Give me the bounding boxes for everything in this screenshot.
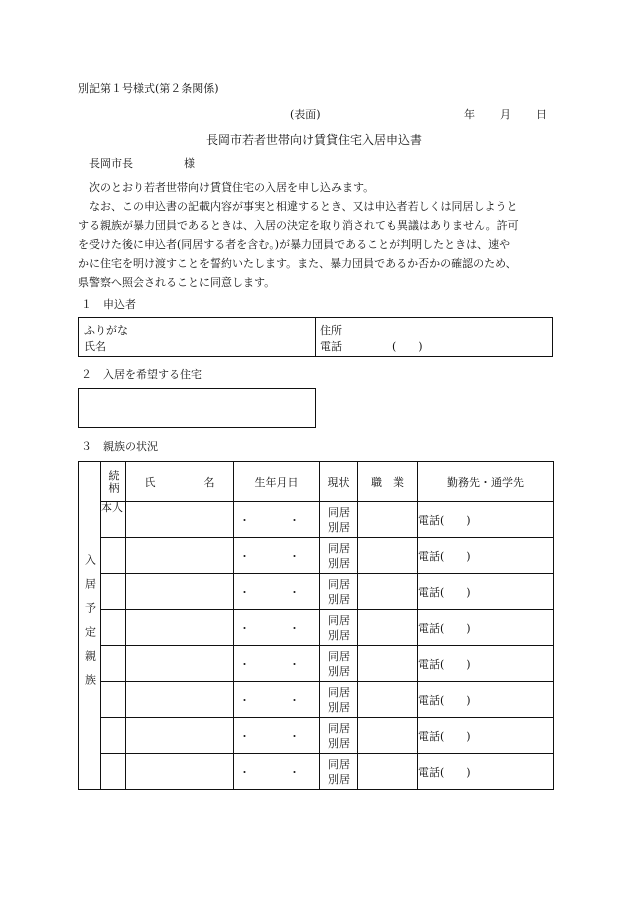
form-title: 長岡市若者世帯向け賃貸住宅入居申込書 bbox=[206, 133, 423, 147]
occupation-cell[interactable] bbox=[358, 682, 418, 718]
header-workplace: 勤務先・通学先 bbox=[418, 462, 554, 502]
desired-housing-box bbox=[78, 388, 316, 428]
birth-cell[interactable]: ・ ・ bbox=[234, 610, 320, 646]
notice-line: を受けた後に申込者(同居する者を含む。)が暴力団員であることが判明したときは、速や bbox=[78, 238, 511, 251]
birth-cell[interactable]: ・ ・ bbox=[234, 502, 320, 538]
name-cell[interactable] bbox=[126, 646, 234, 682]
status-cell[interactable]: 同居 別居 bbox=[320, 502, 358, 538]
workplace-cell[interactable]: 電話( ) bbox=[418, 682, 554, 718]
relation-cell[interactable] bbox=[101, 574, 126, 610]
phone-paren: ( ) bbox=[392, 340, 423, 353]
workplace-cell[interactable]: 電話( ) bbox=[418, 502, 554, 538]
date-year: 年 bbox=[464, 108, 475, 121]
table-row bbox=[79, 502, 554, 538]
header-occupation: 職 業 bbox=[358, 462, 418, 502]
applicant-box-divider bbox=[315, 317, 316, 357]
date-month: 月 bbox=[500, 108, 511, 121]
table-row bbox=[79, 646, 554, 682]
section2-heading: ２ 入居を希望する住宅 bbox=[81, 368, 202, 381]
workplace-cell[interactable]: 電話( ) bbox=[418, 538, 554, 574]
name-cell[interactable] bbox=[126, 682, 234, 718]
status-cell[interactable]: 同居 別居 bbox=[320, 574, 358, 610]
status-cell[interactable]: 同居 別居 bbox=[320, 718, 358, 754]
occupation-cell[interactable] bbox=[358, 502, 418, 538]
name-cell[interactable] bbox=[126, 610, 234, 646]
notice-line: かに住宅を明け渡すことを誓約いたします。また、暴力団員であるか否かの確認のため、 bbox=[78, 257, 517, 270]
status-cell[interactable]: 同居 別居 bbox=[320, 754, 358, 790]
occupation-cell[interactable] bbox=[358, 718, 418, 754]
name-cell[interactable] bbox=[126, 718, 234, 754]
family-table bbox=[78, 461, 554, 790]
family-table-header bbox=[79, 462, 554, 502]
name-cell[interactable] bbox=[126, 574, 234, 610]
status-cell[interactable]: 同居 別居 bbox=[320, 610, 358, 646]
status-cell[interactable]: 同居 別居 bbox=[320, 682, 358, 718]
status-cell[interactable]: 同居 別居 bbox=[320, 646, 358, 682]
phone-label: 電話 bbox=[320, 340, 342, 353]
form-id: 別記第１号様式(第２条関係) bbox=[78, 82, 219, 95]
notice-line: する親族が暴力団員であるときは、入居の決定を取り消されても異議はありません。許可 bbox=[78, 219, 519, 232]
section3-heading: ３ 親族の状況 bbox=[81, 440, 158, 453]
birth-cell[interactable]: ・ ・ bbox=[234, 646, 320, 682]
relation-cell[interactable] bbox=[101, 682, 126, 718]
notice-line: 県警察へ照会されることに同意します。 bbox=[78, 276, 276, 289]
occupation-cell[interactable] bbox=[358, 610, 418, 646]
birth-cell[interactable]: ・ ・ bbox=[234, 538, 320, 574]
birth-cell[interactable]: ・ ・ bbox=[234, 574, 320, 610]
relation-cell[interactable] bbox=[101, 646, 126, 682]
address-label: 住所 bbox=[320, 324, 342, 337]
workplace-cell[interactable]: 電話( ) bbox=[418, 646, 554, 682]
workplace-cell[interactable]: 電話( ) bbox=[418, 718, 554, 754]
occupation-cell[interactable] bbox=[358, 574, 418, 610]
header-relation: 続柄 bbox=[101, 462, 126, 502]
relation-cell[interactable]: 本人 bbox=[101, 502, 126, 538]
header-birthdate: 生年月日 bbox=[234, 462, 320, 502]
family-side-label: 入居予定親族 bbox=[83, 553, 97, 698]
table-row bbox=[79, 754, 554, 790]
status-cell[interactable]: 同居 別居 bbox=[320, 538, 358, 574]
relation-cell[interactable] bbox=[101, 718, 126, 754]
name-cell[interactable] bbox=[126, 502, 234, 538]
workplace-cell[interactable]: 電話( ) bbox=[418, 574, 554, 610]
table-row bbox=[79, 682, 554, 718]
addressee-honorific: 様 bbox=[184, 157, 195, 170]
occupation-cell[interactable] bbox=[358, 538, 418, 574]
relation-cell[interactable] bbox=[101, 538, 126, 574]
table-row bbox=[79, 610, 554, 646]
addressee-name: 長岡市長 bbox=[89, 157, 133, 170]
name-cell[interactable] bbox=[126, 754, 234, 790]
occupation-cell[interactable] bbox=[358, 646, 418, 682]
relation-cell[interactable] bbox=[101, 754, 126, 790]
name-label: 氏名 bbox=[84, 340, 106, 353]
workplace-cell[interactable]: 電話( ) bbox=[418, 754, 554, 790]
birth-cell[interactable]: ・ ・ bbox=[234, 682, 320, 718]
intro-text: 次のとおり若者世帯向け賃貸住宅の入居を申し込みます。 bbox=[89, 181, 375, 194]
workplace-cell[interactable]: 電話( ) bbox=[418, 610, 554, 646]
name-cell[interactable] bbox=[126, 538, 234, 574]
side-label: (表面) bbox=[290, 108, 321, 121]
header-status: 現状 bbox=[320, 462, 358, 502]
birth-cell[interactable]: ・ ・ bbox=[234, 754, 320, 790]
table-row bbox=[79, 538, 554, 574]
notice-line: なお、この申込書の記載内容が事実と相違するとき、又は申込者若しくは同居しようと bbox=[89, 200, 518, 213]
date-day: 日 bbox=[536, 108, 547, 121]
header-name: 氏 名 bbox=[126, 462, 234, 502]
furigana-label: ふりがな bbox=[84, 324, 128, 337]
occupation-cell[interactable] bbox=[358, 754, 418, 790]
family-side-label-cell bbox=[79, 462, 101, 790]
relation-cell[interactable] bbox=[101, 610, 126, 646]
section1-heading: １ 申込者 bbox=[81, 298, 136, 311]
table-row bbox=[79, 574, 554, 610]
birth-cell[interactable]: ・ ・ bbox=[234, 718, 320, 754]
table-row bbox=[79, 718, 554, 754]
